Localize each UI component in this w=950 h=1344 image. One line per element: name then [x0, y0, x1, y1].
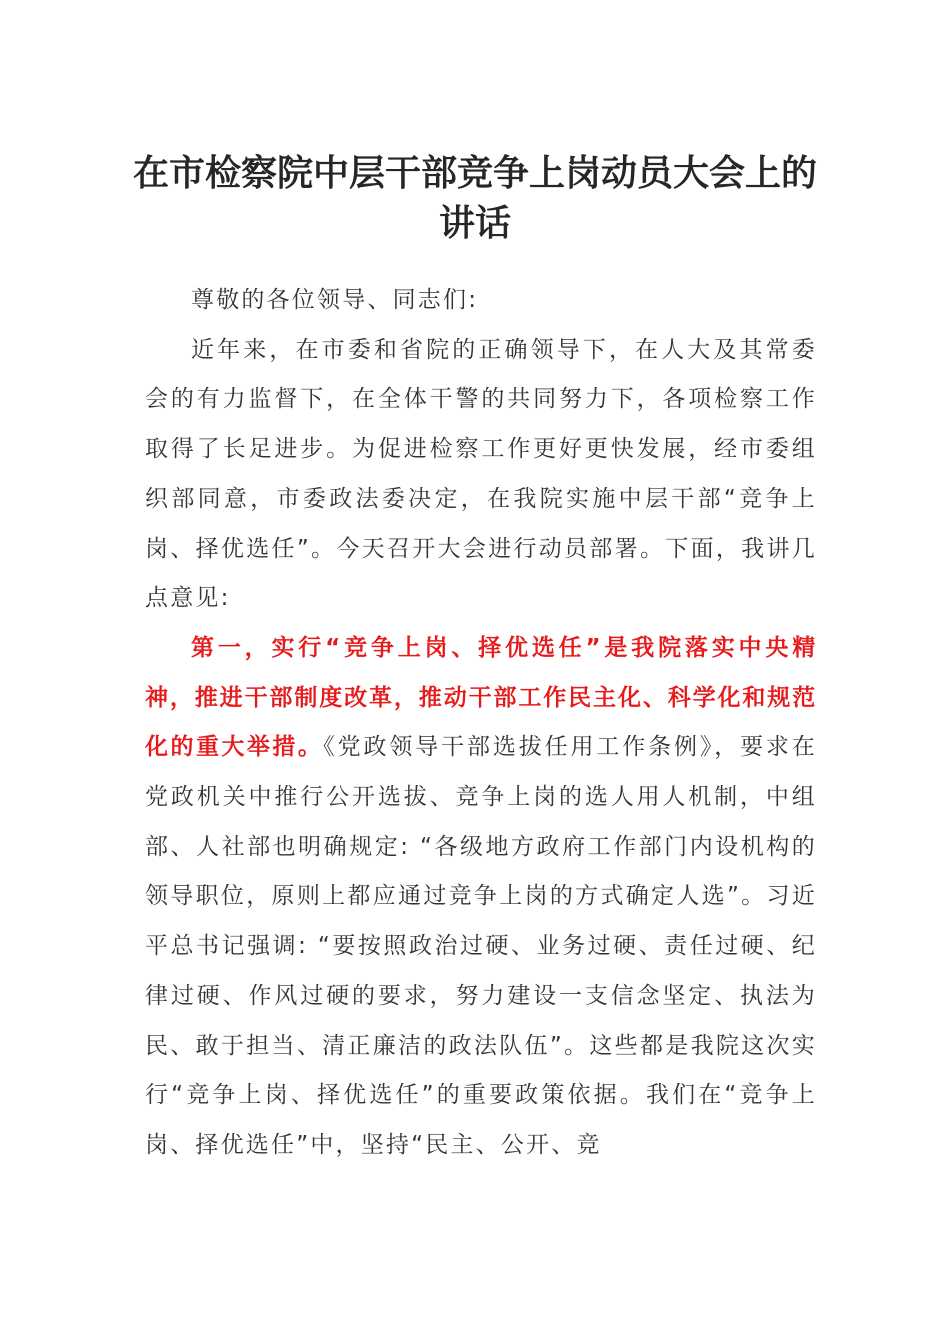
- first-point-heading: 第一，实行“竞争上岗、择优选任”是我院落实中央精神，推进干部制度改革，推动干部工作民主化、科学化和规范化的重大举措。: [145, 634, 817, 761]
- document-body: [145, 276, 817, 1171]
- salutation: 尊敬的各位领导、同志们:: [191, 287, 479, 313]
- document-title: 在市检察院中层干部竞争上岗动员大会上的讲话: [132, 152, 817, 244]
- paragraph-first-point: [145, 624, 817, 1171]
- paragraph-intro: 近年来，在市委和省院的正确领导下，在人大及其常委会的有力监督下，在全体干警的共同努力下，各项检察工作取得了长足进步。为促进检察工作更好更快发展，经市委组织部同意，市委政法委决定，在我院实施中层干部“竞争上岗、择优选任”。今天召开大会进行动员部署。下面，我讲几点意见:: [145, 336, 817, 612]
- first-point-body: 《党政领导干部选拔任用工作条例》，要求在党政机关中推行公开选拔、竞争上岗的选人用人机制，中组部、人社部也明确规定: “各级地方政府工作部门内设机构的领导职位，原则上都应通过竞争上岗的方式确定人选”。习近平总书记强调: “要按照政治过硬、业务过硬、责任过硬、纪律过硬、作风过硬的要求，努力建设一支信念坚定、执法为民、敢于担当、清正廉洁的政法队伍”。这些都是我院这次实行“竞争上岗、择优选任”的重要政策依据。我们在“竞争上岗、择优选任”中，坚持“民主、公开、竞: [145, 734, 818, 1158]
